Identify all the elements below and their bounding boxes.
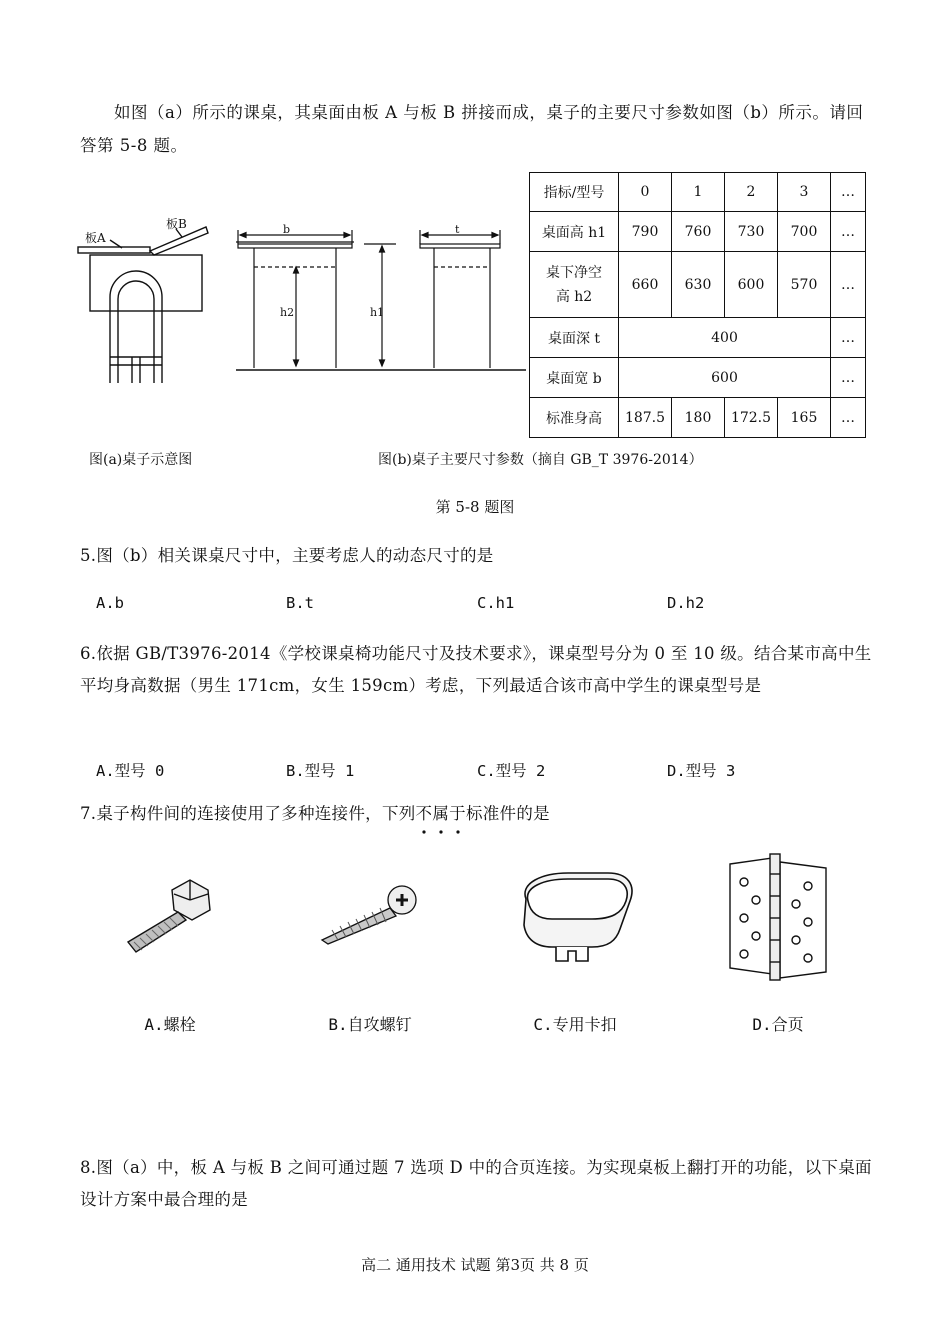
board-a-label: 板A [85, 231, 106, 245]
dim-h1-label: h1 [370, 306, 385, 319]
q7-emphasis-text: 不属于 [415, 804, 466, 823]
figure-a-caption: 图(a)桌子示意图 [89, 452, 193, 468]
table-cell: 1 [672, 173, 725, 212]
table-cell: 桌面深 t [530, 318, 619, 358]
question-7-stem [80, 798, 875, 830]
table-row [530, 318, 866, 358]
intro-text: 如图（a）所示的课桌，其桌面由板 A 与板 B 拼接而成，桌子的主要尺寸参数如图（b）所示。请回答第 5-8 题。 [80, 103, 864, 155]
q6-option-b[interactable]: B.型号 1 [286, 762, 355, 780]
table-cell: … [831, 173, 866, 212]
table-cell: 790 [619, 212, 672, 252]
table-cell: 600 [725, 252, 778, 318]
q7-option-b[interactable]: B.自攻螺钉 [328, 1015, 412, 1034]
question-5-stem: 5.图（b）相关课桌尺寸中，主要考虑人的动态尺寸的是 [80, 546, 494, 565]
table-cell: … [831, 318, 866, 358]
table-cell [530, 252, 619, 318]
q7-stem-after: 标准件的是 [465, 804, 550, 823]
q7-option-d[interactable]: D.合页 [752, 1015, 804, 1034]
table-cell: 630 [672, 252, 725, 318]
table-cell: 760 [672, 212, 725, 252]
table-cell: 600 [619, 358, 831, 398]
table-cell: 2 [725, 173, 778, 212]
table-row [530, 252, 866, 318]
h2-label-line2: 高 h2 [555, 288, 593, 305]
table-cell: 桌面宽 b [530, 358, 619, 398]
table-cell: 180 [672, 398, 725, 438]
q6-option-d[interactable]: D.型号 3 [667, 762, 736, 780]
table-cell: 172.5 [725, 398, 778, 438]
q7-option-c[interactable]: C.专用卡扣 [533, 1015, 617, 1034]
table-cell: 0 [619, 173, 672, 212]
table-cell: 660 [619, 252, 672, 318]
table-row [530, 173, 866, 212]
table-cell: 指标/型号 [530, 173, 619, 212]
dim-h2-label: h2 [280, 306, 295, 319]
question-8-stem: 8.图（a）中，板 A 与板 B 之间可通过题 7 选项 D 中的合页连接。为实现桌板上翻打开的功能，以下桌面设计方案中最合理的是 [80, 1158, 872, 1209]
table-cell: … [831, 252, 866, 318]
q5-option-b[interactable]: B.t [286, 594, 314, 612]
table-cell: 3 [778, 173, 831, 212]
table-cell: 400 [619, 318, 831, 358]
dim-t-label: t [455, 223, 460, 236]
desk-box-shape [90, 255, 202, 311]
emphasis-dots-icon [416, 829, 466, 835]
table-cell: … [831, 398, 866, 438]
figure-b-dimension-diagram [236, 222, 526, 382]
q6-option-c[interactable]: C.型号 2 [477, 762, 546, 780]
figure-group-title: 第 5-8 题图 [435, 498, 515, 516]
figure-b-caption: 图(b)桌子主要尺寸参数（摘自 GB_T 3976-2014） [378, 452, 703, 468]
spec-table [529, 172, 866, 438]
question-6-stem: 6.依据 GB/T3976-2014《学校课桌椅功能尺寸及技术要求》，课桌型号分为 0 至 10 级。结合某市高中生平均身高数据（男生 171cm，女生 159cm）考虑，下列最适合该市高中学生的课桌型号是 [80, 644, 872, 695]
board-a-shape [78, 247, 150, 253]
table-cell: 700 [778, 212, 831, 252]
q5-option-d[interactable]: D.h2 [667, 594, 705, 612]
dim-b-label: b [283, 223, 291, 236]
table-row [530, 212, 866, 252]
intro-paragraph [80, 96, 875, 162]
leg-inner [118, 281, 154, 383]
q7-stem-before: 7.桌子构件间的连接使用了多种连接件，下列 [80, 804, 416, 823]
bolt-icon[interactable] [124, 878, 219, 958]
table-cell: 标准身高 [530, 398, 619, 438]
table-row [530, 398, 866, 438]
q7-option-a[interactable]: A.螺栓 [144, 1015, 196, 1034]
q6-option-a[interactable]: A.型号 0 [96, 762, 165, 780]
board-b-label: 板B [166, 217, 187, 231]
table-cell: 570 [778, 252, 831, 318]
table-cell: … [831, 358, 866, 398]
table-cell: 730 [725, 212, 778, 252]
page-footer: 高二 通用技术 试题 第3页 共 8 页 [361, 1256, 589, 1274]
table-cell: 165 [778, 398, 831, 438]
table-cell: … [831, 212, 866, 252]
self-tapping-screw-icon[interactable] [318, 878, 423, 953]
special-clip-icon[interactable] [512, 863, 637, 968]
h2-label-line1: 桌下净空 [546, 264, 602, 281]
hinge-icon[interactable] [724, 852, 834, 982]
table-cell: 桌面高 h1 [530, 212, 619, 252]
table-row [530, 358, 866, 398]
q7-stem-emphasis [416, 804, 466, 823]
q5-option-c[interactable]: C.h1 [477, 594, 515, 612]
q5-option-a[interactable]: A.b [96, 594, 124, 612]
table-cell: 187.5 [619, 398, 672, 438]
